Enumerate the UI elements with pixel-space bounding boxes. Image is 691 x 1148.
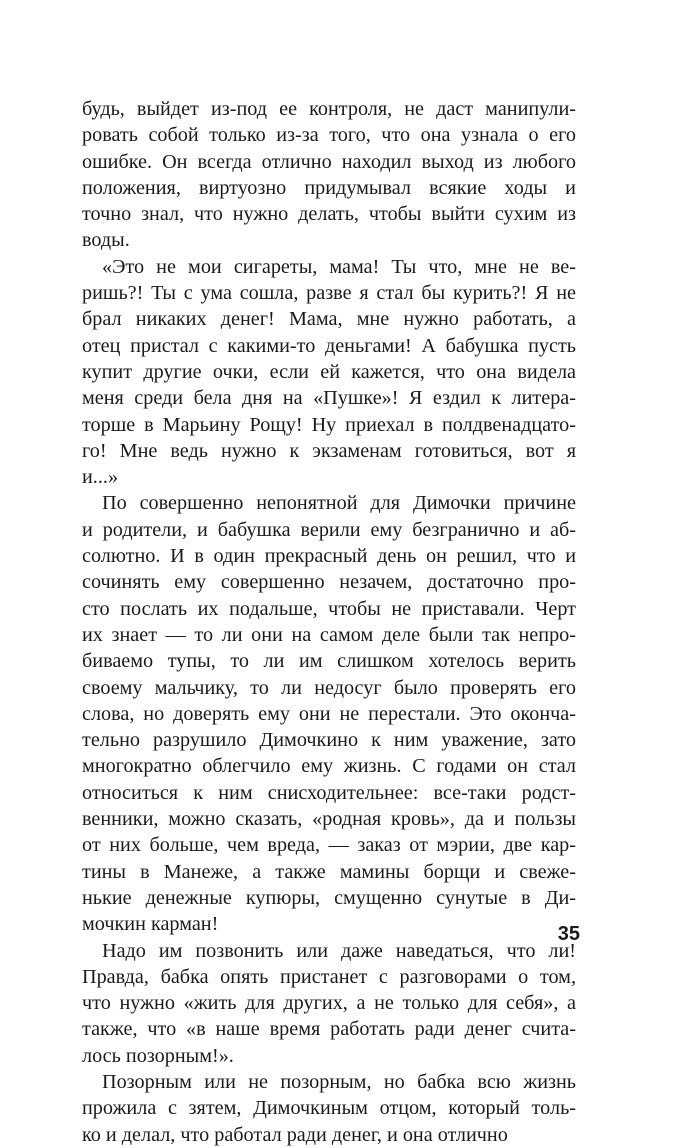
text-line: Позорным или не позорным, но бабка всю жизнь (102, 1070, 576, 1093)
text-line: отец пристал с какими-то деньгами! А бабушка пусть (82, 334, 576, 357)
text-line: Правда, бабка опять пристанет с разговорами о том, (82, 965, 576, 988)
text-line: воды. (82, 229, 130, 252)
text-line: ошибке. Он всегда отлично находил выход из любого (82, 150, 576, 173)
paragraph (82, 1069, 576, 1148)
text-line: меня среди бела дня на «Пушке»! Я ездил к литера- (82, 387, 576, 410)
text-line: мочкин карман! (82, 913, 219, 936)
text-line: и...» (82, 466, 119, 489)
page-number: 35 (557, 923, 580, 945)
text-line: тины в Манеже, а также мамины борщи и свеже- (82, 860, 576, 883)
text-line: брал никаких денег! Мама, мне нужно работать, а (82, 308, 576, 331)
paragraph (82, 96, 576, 254)
page-body (82, 96, 576, 1148)
text-line: лось позорным!». (82, 1044, 234, 1067)
text-line: «Это не мои сигареты, мама! Ты что, мне не ве- (102, 255, 576, 278)
text-line: относиться к ним снисходительнее: все-таки родст- (82, 781, 576, 804)
text-line: сто послать их подальше, чтобы не приставали. Черт (82, 597, 576, 620)
paragraph (82, 254, 576, 491)
text-line: торше в Марьину Рощу! Ну приехал в полдвенадцато- (82, 413, 576, 436)
text-line: тельно разрушило Димочкино к ним уважение, зато (82, 729, 576, 752)
text-line: слова, но доверять ему они не перестали. Это оконча- (82, 702, 576, 725)
text-line: го! Мне ведь нужно к экзаменам готовиться, вот я (82, 439, 576, 462)
text-line: сочинять ему совершенно незачем, достаточно про- (82, 571, 576, 594)
text-line: ришь?! Ты с ума сошла, разве я стал бы курить?! Я не (82, 282, 576, 305)
text-line: от них больше, чем вреда, — заказ от мэрии, две кар- (82, 834, 576, 857)
text-line: купит другие очки, если ей кажется, что она видела (82, 360, 576, 383)
paragraphs (82, 96, 576, 1148)
text-line: венники, можно сказать, «родная кровь», да и пользы (82, 808, 576, 831)
paragraph (82, 490, 576, 937)
text-line: будь, выйдет из-под ее контроля, не даст манипули- (82, 98, 576, 120)
text-line: что нужно «жить для других, а не только для себя», а (82, 992, 576, 1015)
text-line: своему мальчику, то ли недосуг было проверять его (82, 676, 576, 699)
text-line: и родители, и бабушка верили ему безгранично и аб- (82, 518, 576, 541)
text-line: По совершенно непонятной для Димочки причине (102, 492, 576, 515)
text-line: солютно. И в один прекрасный день он решил, что и (82, 545, 576, 568)
text-line: ко и делал, что работал ради денег, и она отлично (82, 1123, 508, 1146)
text-line: нькие денежные купюры, смущенно сунутые в Ди- (82, 886, 576, 909)
text-line: положения, виртуозно придумывал всякие ходы и (82, 176, 576, 199)
text-line: точно знал, что нужно делать, чтобы выйти сухим из (82, 203, 576, 226)
text-line: Надо им позвонить или даже наведаться, что ли! (102, 939, 576, 962)
text-line: биваемо тупы, то ли им слишком хотелось верить (82, 650, 576, 673)
text-line: также, что «в наше время работать ради денег счита- (82, 1018, 576, 1041)
text-line: ровать собой только из-за того, что она узнала о его (82, 124, 576, 147)
text-line: их знает — то ли они на самом деле были так непро- (82, 623, 576, 646)
text-line: прожила с зятем, Димочкиным отцом, который толь- (82, 1097, 576, 1120)
text-line: многократно облегчило ему жизнь. С годами он стал (82, 755, 576, 778)
paragraph (82, 938, 576, 1069)
